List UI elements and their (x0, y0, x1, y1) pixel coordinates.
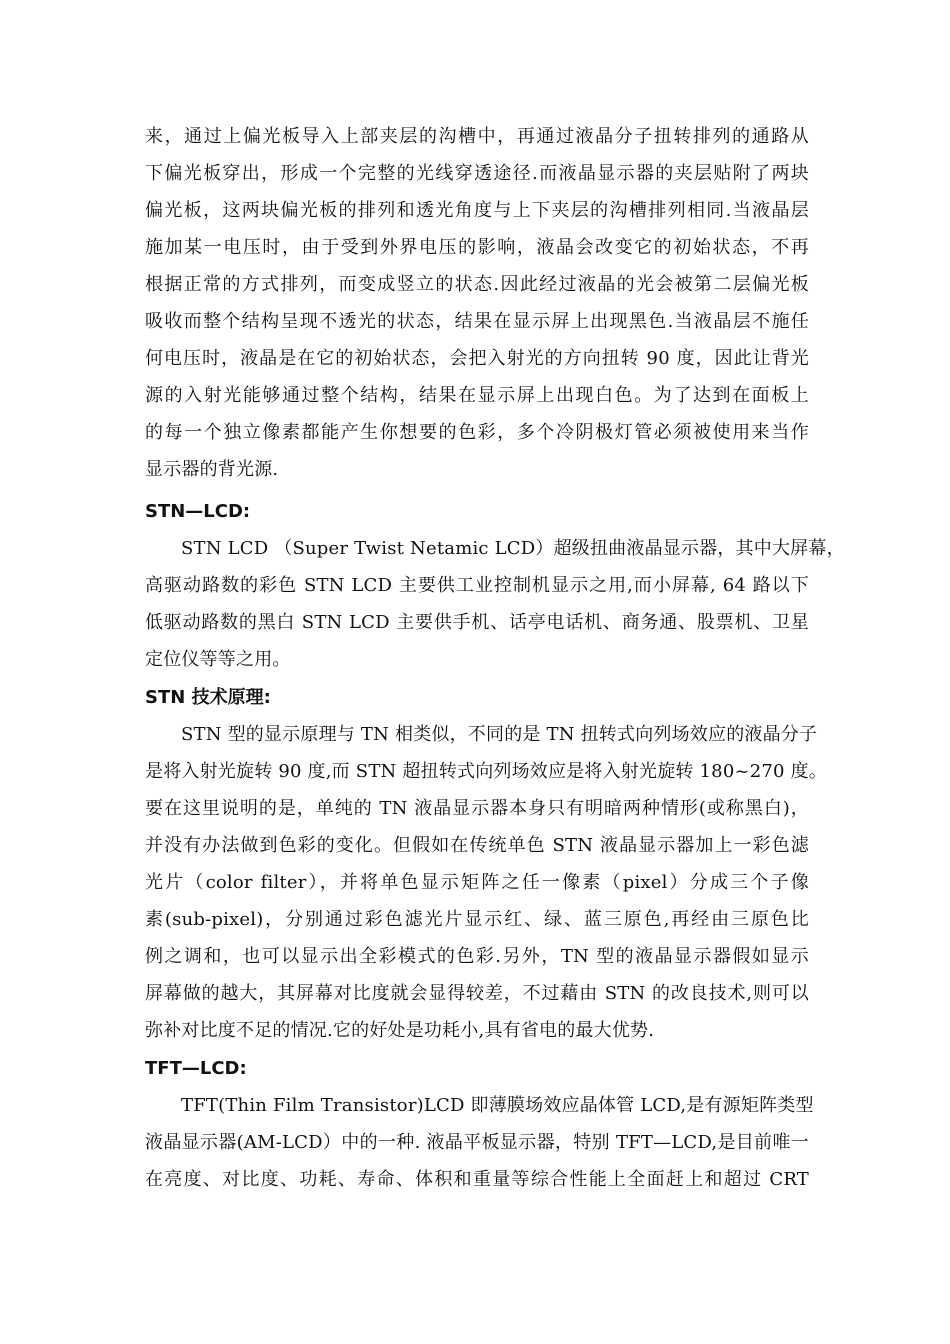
text-line: 弥补对比度不足的情况.它的好处是功耗小,具有省电的最大优势. (145, 1020, 655, 1041)
text-line: STN 型的显示原理与 TN 相类似，不同的是 TN 扭转式向列场效应的液晶分子 (181, 724, 818, 745)
document-page (145, 118, 845, 1198)
text-line: 根据正常的方式排列，而变成竖立的状态.因此经过液晶的光会被第二层偏光板 (145, 274, 809, 295)
text-line: 是将入射光旋转 90 度,而 STN 超扭转式向列场效应是将入射光旋转 180~270 度。 (145, 761, 828, 782)
text-line: 来，通过上偏光板导入上部夹层的沟槽中，再通过液晶分子扭转排列的通路从 (145, 126, 809, 147)
section-heading: TFT—LCD: (145, 1058, 247, 1079)
stn-lcd-section (145, 494, 845, 678)
intro-paragraph (145, 118, 809, 488)
text-line: 光片（color filter），并将单色显示矩阵之任一像素（pixel）分成三个子像 (145, 872, 809, 893)
text-line: 源的入射光能够通过整个结构，结果在显示屏上出现白色。为了达到在面板上 (145, 385, 809, 406)
text-line: 吸收而整个结构呈现不透光的状态，结果在显示屏上出现黑色.当液晶层不施任 (145, 311, 809, 332)
text-line: 偏光板，这两块偏光板的排列和透光角度与上下夹层的沟槽排列相同.当液晶层 (145, 200, 809, 221)
text-line: 施加某一电压时，由于受到外界电压的影响，液晶会改变它的初始状态，不再 (145, 237, 809, 258)
stn-principle-section (145, 680, 828, 1049)
text-line: 高驱动路数的彩色 STN LCD 主要供工业控制机显示之用,而小屏幕, 64 路以下 (145, 575, 809, 596)
text-line: 显示器的背光源. (145, 459, 279, 480)
text-line: 低驱动路数的黑白 STN LCD 主要供手机、话亭电话机、商务通、股票机、卫星 (145, 612, 809, 633)
section-heading: STN—LCD: (145, 501, 251, 522)
text-line: STN LCD （Super Twist Netamic LCD）超级扭曲液晶显示器，其中大屏幕， (181, 538, 845, 559)
text-line: 何电压时，液晶是在它的初始状态，会把入射光的方向扭转 90 度，因此让背光 (145, 348, 809, 369)
text-line: 液晶显示器(AM-LCD）中的一种. 液晶平板显示器，特别 TFT—LCD,是目前唯一 (145, 1132, 809, 1153)
text-line: 要在这里说明的是，单纯的 TN 液晶显示器本身只有明暗两种情形(或称黑白)， (145, 798, 809, 819)
text-line: 定位仪等等之用。 (145, 649, 291, 670)
text-line: 素(sub-pixel)，分别通过彩色滤光片显示红、绿、蓝三原色,再经由三原色比 (145, 909, 809, 930)
text-line: 例之调和，也可以显示出全彩模式的色彩.另外，TN 型的液晶显示器假如显示 (145, 946, 809, 967)
text-line: TFT(Thin Film Transistor)LCD 即薄膜场效应晶体管 LCD,是有源矩阵类型 (181, 1095, 814, 1116)
text-line: 屏幕做的越大，其屏幕对比度就会显得较差，不过藉由 STN 的改良技术,则可以 (145, 983, 809, 1004)
text-line: 在亮度、对比度、功耗、寿命、体积和重量等综合性能上全面赶上和超过 CRT (145, 1169, 809, 1190)
text-line: 下偏光板穿出，形成一个完整的光线穿透途径.而液晶显示器的夹层贴附了两块 (145, 163, 809, 184)
tft-lcd-section (145, 1051, 814, 1198)
text-line: 并没有办法做到色彩的变化。但假如在传统单色 STN 液晶显示器加上一彩色滤 (145, 835, 809, 856)
section-heading: STN 技术原理: (145, 687, 271, 708)
text-line: 的每一个独立像素都能产生你想要的色彩，多个冷阴极灯管必须被使用来当作 (145, 422, 809, 443)
